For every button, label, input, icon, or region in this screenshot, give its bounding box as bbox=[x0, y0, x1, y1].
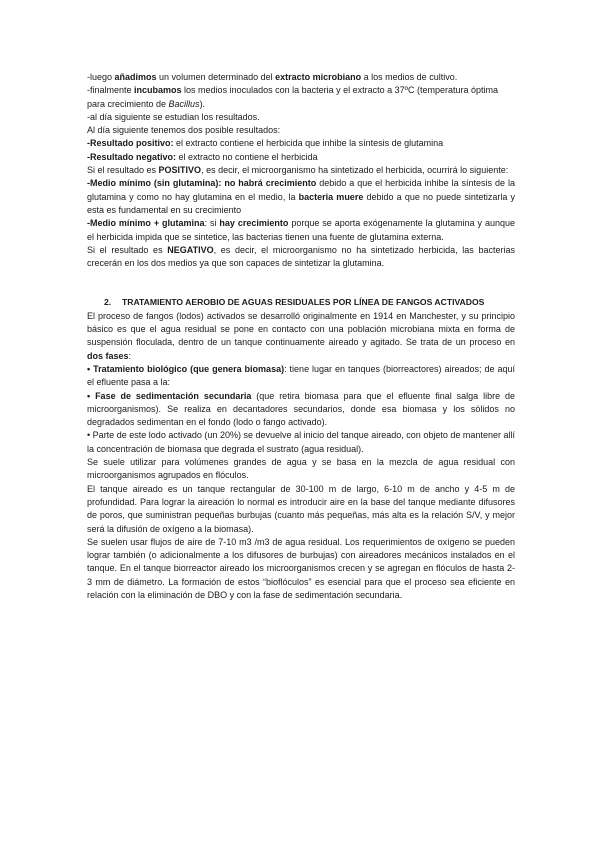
airflow-paragraph: Se suelen usar flujos de aire de 7-10 m3 /m3 de agua residual. Los requerimientos de oxígeno se pueden lograr también (o adicionalmente a los difusores de burbujas) con aireadores mecánicos instalados en el tanque. En el tanque biorreactor aireado los microorganismos crecen y se agregan en flóculos de hasta 2-3 mm de diámetro. La formación de estos “bioflóculos” es esencial para que el proceso sea eficiente en relación con la eliminación de DBO y con la fase de sedimentación secundaria. bbox=[87, 536, 515, 600]
if-negative-paragraph: Si el resultado es NEGATIVO, es decir, el microorganismo no ha sintetizado herbicida, las bacterias crecerán en los dos medios ya que son capaces de sintetizar la glutamina. bbox=[87, 244, 515, 269]
step-add-extract: -luego añadimos un volumen determinado del extracto microbiano a los medios de cultivo. bbox=[87, 72, 458, 82]
results-intro: Al día siguiente tenemos dos posible resultados: bbox=[87, 125, 281, 136]
section-number: 2. bbox=[104, 297, 112, 308]
intro-paragraph: El proceso de fangos (lodos) activados se desarrolló originalmente en 1914 en Manchester, y su principio básico es que el agua residual se pone en contacto con una población microbiana mixta en forma de suspensión floculada, dentro de un tanque continuamente aireado y agitado. Se trata de un proceso en dos fases: bbox=[87, 310, 515, 361]
result-positive: -Resultado positivo: el extracto contiene el herbicida que inhibe la síntesis de glutamina bbox=[87, 138, 444, 149]
section-title: TRATAMIENTO AEROBIO DE AGUAS RESIDUALES POR LÍNEA DE FANGOS ACTIVADOS bbox=[122, 297, 485, 308]
section-spacer-2 bbox=[87, 283, 515, 296]
minimal-plus-glutamine-paragraph: -Medio mínimo + glutamina: si hay crecimiento porque se aporta exógenamente la glutamina y aunque el herbicida impida que se sintetice, las bacterias tienen una fuente de glutamina externa. bbox=[87, 218, 515, 242]
section-heading bbox=[87, 296, 515, 309]
if-positive-paragraph: Si el resultado es POSITIVO, es decir, el microorganismo ha sintetizado el herbicida, ocurrirá lo siguiente: bbox=[87, 165, 509, 176]
tank-paragraph: El tanque aireado es un tanque rectangular de 30-100 m de largo, 6-10 m de ancho y 4-5 m de profundidad. Para lograr la aireación lo normal es introducir aire en la base del tanque mediante difusores de poros, que suministran pequeñas burbujas (cuanto más pequeñas, más alta es la relación S/V, y mejor será la difusión de oxígeno a la biomasa). bbox=[87, 483, 515, 534]
usage-paragraph: Se suele utilizar para volúmenes grandes de agua y se basa en la mezcla de agua residual con microorganismos agrupados en flóculos. bbox=[87, 457, 515, 481]
bullet-biological-treatment: • Tratamiento biológico (que genera biomasa): tiene lugar en tanques (biorreactores) aireados; de aquí el efluente pasa a la: bbox=[87, 363, 516, 388]
bullet-sludge-return: • Parte de este lodo activado (un 20%) se devuelve al inicio del tanque aireado, con objeto de mantener allí la concentración de biomasa que degrada el sustrato (agua residual). bbox=[87, 430, 515, 454]
document-page bbox=[87, 71, 515, 602]
bullet-secondary-sedimentation: • Fase de sedimentación secundaria (que retira biomasa para que el efluente final salga libre de microorganismos). Se realiza en decantadores secundarios, donde esa biomasa y los sólidos no degradados sedimentan en el fondo (lodo o fango activado). bbox=[87, 390, 515, 428]
step-study-results: -al día siguiente se estudian los resultados. bbox=[87, 111, 260, 122]
minimal-medium-paragraph: -Medio mínimo (sin glutamina): no habrá crecimiento debido a que el herbicida inhibe la síntesis de la glutamina y como no hay glutamina en el medio, la bacteria muere debido a que no puede sintetizarla y esta es fundamental en su crecimiento bbox=[87, 178, 515, 215]
result-negative: -Resultado negativo: el extracto no contiene el herbicida bbox=[87, 151, 318, 162]
section-spacer bbox=[87, 270, 515, 283]
step-incubate: -finalmente incubamos los medios inoculados con la bacteria y el extracto a 37ºC (temperatura óptima para crecimiento de Bacillus). bbox=[87, 85, 498, 109]
